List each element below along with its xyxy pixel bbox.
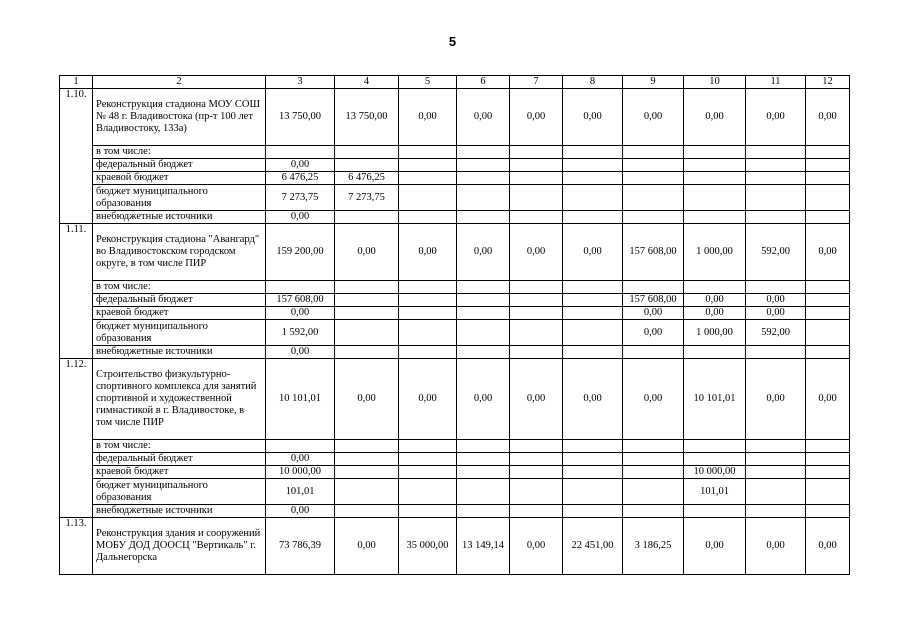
value-cell — [457, 453, 510, 466]
value-cell — [457, 146, 510, 159]
value-cell — [457, 211, 510, 224]
value-cell — [806, 159, 850, 172]
value-cell — [335, 479, 399, 505]
value-cell — [806, 294, 850, 307]
value-cell — [457, 440, 510, 453]
funding-source-label: в том числе: — [93, 146, 266, 159]
value-cell — [457, 479, 510, 505]
value-cell: 1 592,00 — [266, 320, 335, 346]
value-cell — [510, 185, 563, 211]
value-cell: 1 000,00 — [684, 320, 746, 346]
value-cell: 0,00 — [746, 294, 806, 307]
value-cell — [563, 453, 623, 466]
value-cell — [457, 185, 510, 211]
value-cell — [746, 440, 806, 453]
value-cell: 0,00 — [399, 224, 457, 281]
value-cell: 35 000,00 — [399, 518, 457, 575]
funding-row — [60, 320, 850, 346]
funding-source-label: федеральный бюджет — [93, 294, 266, 307]
value-cell: 0,00 — [563, 89, 623, 146]
value-cell — [399, 211, 457, 224]
value-cell — [399, 172, 457, 185]
value-cell — [335, 146, 399, 159]
value-cell — [510, 453, 563, 466]
header-cell: 4 — [335, 76, 399, 89]
value-cell — [806, 440, 850, 453]
value-cell — [806, 307, 850, 320]
value-cell: 3 186,25 — [623, 518, 684, 575]
value-cell: 10 000,00 — [684, 466, 746, 479]
value-cell — [457, 346, 510, 359]
value-cell — [510, 466, 563, 479]
value-cell — [510, 440, 563, 453]
value-cell — [746, 185, 806, 211]
value-cell: 0,00 — [806, 359, 850, 440]
value-cell — [806, 146, 850, 159]
header-cell: 3 — [266, 76, 335, 89]
value-cell: 0,00 — [563, 224, 623, 281]
budget-table — [59, 75, 850, 575]
value-cell: 0,00 — [684, 89, 746, 146]
funding-row — [60, 479, 850, 505]
value-cell — [563, 505, 623, 518]
value-cell — [399, 307, 457, 320]
value-cell — [806, 281, 850, 294]
value-cell — [623, 146, 684, 159]
value-cell: 0,00 — [266, 346, 335, 359]
value-cell: 0,00 — [335, 518, 399, 575]
value-cell: 0,00 — [457, 89, 510, 146]
value-cell: 0,00 — [266, 159, 335, 172]
value-cell — [623, 346, 684, 359]
page-number: 5 — [448, 34, 457, 49]
value-cell — [563, 307, 623, 320]
value-cell: 13 750,00 — [335, 89, 399, 146]
section-number: 1.13. — [60, 518, 93, 575]
value-cell — [684, 159, 746, 172]
header-cell: 12 — [806, 76, 850, 89]
value-cell: 0,00 — [746, 89, 806, 146]
value-cell: 0,00 — [335, 224, 399, 281]
section-row — [60, 224, 850, 281]
value-cell — [684, 346, 746, 359]
value-cell — [399, 146, 457, 159]
value-cell: 0,00 — [746, 359, 806, 440]
header-cell: 5 — [399, 76, 457, 89]
value-cell — [806, 185, 850, 211]
value-cell: 0,00 — [510, 359, 563, 440]
value-cell — [684, 211, 746, 224]
value-cell — [563, 172, 623, 185]
value-cell — [457, 294, 510, 307]
value-cell — [623, 159, 684, 172]
value-cell: 13 149,14 — [457, 518, 510, 575]
value-cell: 0,00 — [399, 359, 457, 440]
funding-source-label: бюджет муниципального образования — [93, 185, 266, 211]
value-cell — [510, 146, 563, 159]
header-cell: 9 — [623, 76, 684, 89]
value-cell: 0,00 — [266, 505, 335, 518]
value-cell — [335, 294, 399, 307]
value-cell — [563, 185, 623, 211]
value-cell: 10 101,01 — [266, 359, 335, 440]
value-cell — [806, 505, 850, 518]
value-cell: 1 000,00 — [684, 224, 746, 281]
funding-source-label: краевой бюджет — [93, 307, 266, 320]
value-cell — [563, 211, 623, 224]
value-cell — [335, 307, 399, 320]
value-cell — [510, 320, 563, 346]
value-cell — [684, 281, 746, 294]
value-cell: 592,00 — [746, 320, 806, 346]
value-cell — [684, 146, 746, 159]
value-cell: 10 000,00 — [266, 466, 335, 479]
value-cell — [266, 440, 335, 453]
value-cell: 0,00 — [510, 89, 563, 146]
value-cell — [457, 172, 510, 185]
value-cell — [510, 346, 563, 359]
value-cell — [684, 505, 746, 518]
funding-row — [60, 211, 850, 224]
funding-source-label: внебюджетные источники — [93, 505, 266, 518]
value-cell — [623, 505, 684, 518]
value-cell: 7 273,75 — [266, 185, 335, 211]
value-cell — [746, 159, 806, 172]
funding-row — [60, 453, 850, 466]
value-cell: 0,00 — [746, 518, 806, 575]
value-cell: 0,00 — [806, 224, 850, 281]
header-cell: 10 — [684, 76, 746, 89]
header-cell: 8 — [563, 76, 623, 89]
funding-source-label: краевой бюджет — [93, 172, 266, 185]
value-cell — [623, 440, 684, 453]
value-cell — [563, 479, 623, 505]
value-cell: 159 200,00 — [266, 224, 335, 281]
funding-row — [60, 346, 850, 359]
funding-row — [60, 146, 850, 159]
value-cell — [563, 440, 623, 453]
value-cell: 7 273,75 — [335, 185, 399, 211]
value-cell — [335, 440, 399, 453]
value-cell — [510, 159, 563, 172]
value-cell: 22 451,00 — [563, 518, 623, 575]
value-cell: 0,00 — [684, 294, 746, 307]
header-cell: 1 — [60, 76, 93, 89]
value-cell — [457, 281, 510, 294]
value-cell: 0,00 — [266, 453, 335, 466]
value-cell — [399, 185, 457, 211]
value-cell — [335, 453, 399, 466]
value-cell: 101,01 — [684, 479, 746, 505]
section-row — [60, 359, 850, 440]
value-cell — [563, 146, 623, 159]
value-cell — [335, 505, 399, 518]
funding-row — [60, 466, 850, 479]
value-cell — [335, 466, 399, 479]
value-cell: 73 786,39 — [266, 518, 335, 575]
funding-row — [60, 185, 850, 211]
value-cell: 0,00 — [335, 359, 399, 440]
value-cell — [457, 320, 510, 346]
value-cell — [335, 211, 399, 224]
value-cell — [399, 479, 457, 505]
value-cell — [563, 159, 623, 172]
header-row — [60, 76, 850, 89]
value-cell — [806, 466, 850, 479]
section-row — [60, 518, 850, 575]
value-cell — [399, 466, 457, 479]
value-cell — [563, 281, 623, 294]
value-cell — [746, 346, 806, 359]
value-cell — [563, 466, 623, 479]
value-cell: 157 608,00 — [623, 224, 684, 281]
value-cell — [563, 346, 623, 359]
value-cell — [457, 466, 510, 479]
funding-source-label: бюджет муниципального образования — [93, 479, 266, 505]
funding-row — [60, 307, 850, 320]
header-cell: 7 — [510, 76, 563, 89]
value-cell — [806, 453, 850, 466]
value-cell: 0,00 — [623, 359, 684, 440]
value-cell — [399, 505, 457, 518]
value-cell — [684, 440, 746, 453]
value-cell: 157 608,00 — [266, 294, 335, 307]
section-number: 1.12. — [60, 359, 93, 518]
value-cell — [806, 172, 850, 185]
header-cell: 11 — [746, 76, 806, 89]
value-cell — [623, 211, 684, 224]
value-cell: 0,00 — [623, 307, 684, 320]
value-cell — [457, 307, 510, 320]
value-cell — [684, 185, 746, 211]
funding-row — [60, 159, 850, 172]
funding-source-label: федеральный бюджет — [93, 159, 266, 172]
funding-source-label: краевой бюджет — [93, 466, 266, 479]
funding-row — [60, 172, 850, 185]
value-cell — [399, 281, 457, 294]
value-cell: 0,00 — [510, 224, 563, 281]
value-cell — [510, 294, 563, 307]
section-title: Реконструкция стадиона "Авангард" во Владивостокском городском округе, в том числе ПИР — [93, 224, 266, 281]
value-cell — [746, 505, 806, 518]
value-cell — [399, 453, 457, 466]
value-cell — [806, 479, 850, 505]
value-cell — [457, 505, 510, 518]
value-cell — [399, 320, 457, 346]
value-cell: 0,00 — [399, 89, 457, 146]
value-cell: 0,00 — [623, 320, 684, 346]
value-cell: 0,00 — [806, 518, 850, 575]
value-cell — [623, 479, 684, 505]
value-cell — [399, 159, 457, 172]
section-number: 1.10. — [60, 89, 93, 224]
section-title: Строительство физкультурно-спортивного комплекса для занятий спортивной и художественной гимнастикой в г. Владивостоке, в том числе ПИР — [93, 359, 266, 440]
value-cell — [563, 294, 623, 307]
value-cell — [335, 320, 399, 346]
value-cell — [746, 211, 806, 224]
value-cell: 6 476,25 — [335, 172, 399, 185]
value-cell: 101,01 — [266, 479, 335, 505]
value-cell: 0,00 — [563, 359, 623, 440]
value-cell — [684, 172, 746, 185]
value-cell — [746, 172, 806, 185]
value-cell — [510, 307, 563, 320]
value-cell: 0,00 — [623, 89, 684, 146]
value-cell: 592,00 — [746, 224, 806, 281]
funding-source-label: внебюджетные источники — [93, 211, 266, 224]
value-cell: 0,00 — [266, 211, 335, 224]
funding-row — [60, 281, 850, 294]
value-cell — [335, 159, 399, 172]
section-title: Реконструкция здания и сооружений МОБУ ДОД ДООСЦ "Вертикаль" г. Дальнегорска — [93, 518, 266, 575]
funding-source-label: бюджет муниципального образования — [93, 320, 266, 346]
funding-source-label: в том числе: — [93, 440, 266, 453]
value-cell — [746, 453, 806, 466]
value-cell — [623, 466, 684, 479]
value-cell — [510, 505, 563, 518]
value-cell: 0,00 — [806, 89, 850, 146]
value-cell — [806, 211, 850, 224]
funding-row — [60, 440, 850, 453]
value-cell: 10 101,01 — [684, 359, 746, 440]
value-cell — [746, 146, 806, 159]
value-cell — [623, 185, 684, 211]
value-cell — [399, 440, 457, 453]
value-cell: 157 608,00 — [623, 294, 684, 307]
value-cell — [335, 346, 399, 359]
value-cell: 0,00 — [684, 518, 746, 575]
value-cell: 0,00 — [457, 359, 510, 440]
value-cell — [623, 453, 684, 466]
value-cell: 0,00 — [746, 307, 806, 320]
value-cell — [684, 453, 746, 466]
value-cell — [746, 281, 806, 294]
funding-source-label: внебюджетные источники — [93, 346, 266, 359]
value-cell — [806, 346, 850, 359]
funding-source-label: в том числе: — [93, 281, 266, 294]
funding-row — [60, 294, 850, 307]
value-cell: 0,00 — [684, 307, 746, 320]
value-cell — [510, 172, 563, 185]
header-cell: 6 — [457, 76, 510, 89]
value-cell — [335, 281, 399, 294]
value-cell — [399, 346, 457, 359]
value-cell: 6 476,25 — [266, 172, 335, 185]
value-cell: 13 750,00 — [266, 89, 335, 146]
funding-source-label: федеральный бюджет — [93, 453, 266, 466]
value-cell — [399, 294, 457, 307]
value-cell: 0,00 — [266, 307, 335, 320]
value-cell — [510, 479, 563, 505]
value-cell — [563, 320, 623, 346]
funding-row — [60, 505, 850, 518]
section-number: 1.11. — [60, 224, 93, 359]
value-cell — [623, 281, 684, 294]
value-cell — [457, 159, 510, 172]
value-cell: 0,00 — [510, 518, 563, 575]
value-cell — [806, 320, 850, 346]
value-cell — [746, 466, 806, 479]
value-cell — [266, 281, 335, 294]
value-cell — [510, 211, 563, 224]
section-title: Реконструкция стадиона МОУ СОШ № 48 г. Владивостока (пр-т 100 лет Владивостоку, 133а) — [93, 89, 266, 146]
value-cell — [623, 172, 684, 185]
value-cell — [510, 281, 563, 294]
header-cell: 2 — [93, 76, 266, 89]
value-cell — [746, 479, 806, 505]
value-cell — [266, 146, 335, 159]
value-cell: 0,00 — [457, 224, 510, 281]
section-row — [60, 89, 850, 146]
